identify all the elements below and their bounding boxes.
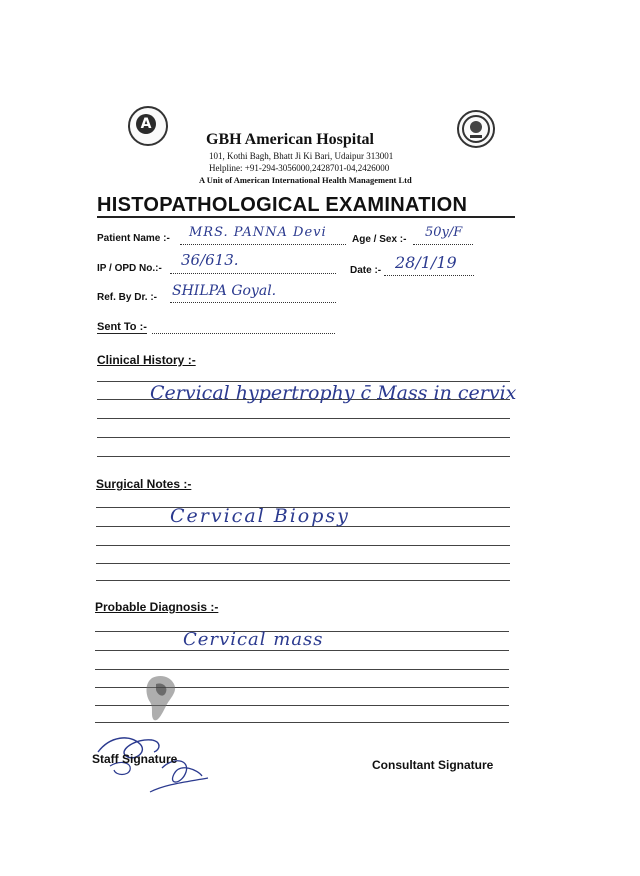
sent-to-label: Sent To :- — [97, 321, 147, 333]
diagnosis-line-2 — [95, 650, 509, 651]
surgical-notes-line-3 — [96, 545, 510, 546]
clinical-history-line-4 — [97, 437, 510, 438]
logo-letter: A — [136, 114, 156, 134]
hospital-address: 101, Kothi Bagh, Bhatt Ji Ki Bari, Udaipur 313001 — [209, 151, 394, 161]
clinical-history-line-3 — [97, 418, 510, 419]
title-underline — [97, 216, 515, 218]
ip-opd-line — [170, 273, 336, 274]
ip-opd-value: 36/613. — [181, 251, 239, 269]
diagnosis-line-3 — [95, 669, 509, 670]
ip-opd-label: IP / OPD No.:- — [97, 263, 162, 274]
sent-to-underline — [97, 333, 147, 334]
age-sex-value: 50y/F — [425, 225, 463, 240]
hospital-logo-left — [128, 106, 168, 146]
sabs-seal-icon — [457, 110, 495, 148]
date-label: Date :- — [350, 265, 382, 276]
surgical-notes-line-4 — [96, 563, 510, 564]
probable-diagnosis-value: Cervical mass — [183, 629, 324, 650]
hospital-helpline: Helpline: +91-294-3056000,2428701-04,2426000 — [209, 163, 390, 173]
surgical-notes-value: Cervical Biopsy — [170, 505, 350, 527]
staff-signature-label: Staff Signature — [92, 752, 178, 766]
seal-graphic — [459, 112, 493, 146]
clinical-history-value: Cervical hypertrophy c̄ Mass in cervix — [150, 382, 517, 404]
surgical-notes-label: Surgical Notes :- — [96, 477, 192, 491]
hospital-name: GBH American Hospital — [206, 131, 374, 148]
surgical-notes-line-5 — [96, 580, 510, 581]
ref-by-line — [170, 302, 336, 303]
ink-smudge — [140, 672, 184, 726]
ref-by-label: Ref. By Dr. :- — [97, 292, 158, 303]
patient-name-value: MRS. PANNA Devi — [189, 225, 327, 240]
clinical-history-line-5 — [97, 456, 510, 457]
form-title: HISTOPATHOLOGICAL EXAMINATION — [97, 194, 468, 216]
patient-name-label: Patient Name :- — [97, 233, 170, 244]
probable-diagnosis-label: Probable Diagnosis :- — [95, 600, 219, 614]
consultant-signature-label: Consultant Signature — [372, 758, 494, 772]
clinical-history-label: Clinical History :- — [97, 353, 196, 367]
date-value: 28/1/19 — [395, 253, 457, 272]
ref-by-value: SHILPA Goyal. — [172, 283, 277, 299]
sent-to-line — [152, 333, 335, 334]
age-sex-label: Age / Sex :- — [352, 234, 407, 245]
hospital-unit-line: A Unit of American International Health Management Ltd — [199, 175, 412, 185]
date-line — [384, 275, 474, 276]
age-sex-line — [413, 244, 473, 245]
patient-name-line — [180, 244, 346, 245]
